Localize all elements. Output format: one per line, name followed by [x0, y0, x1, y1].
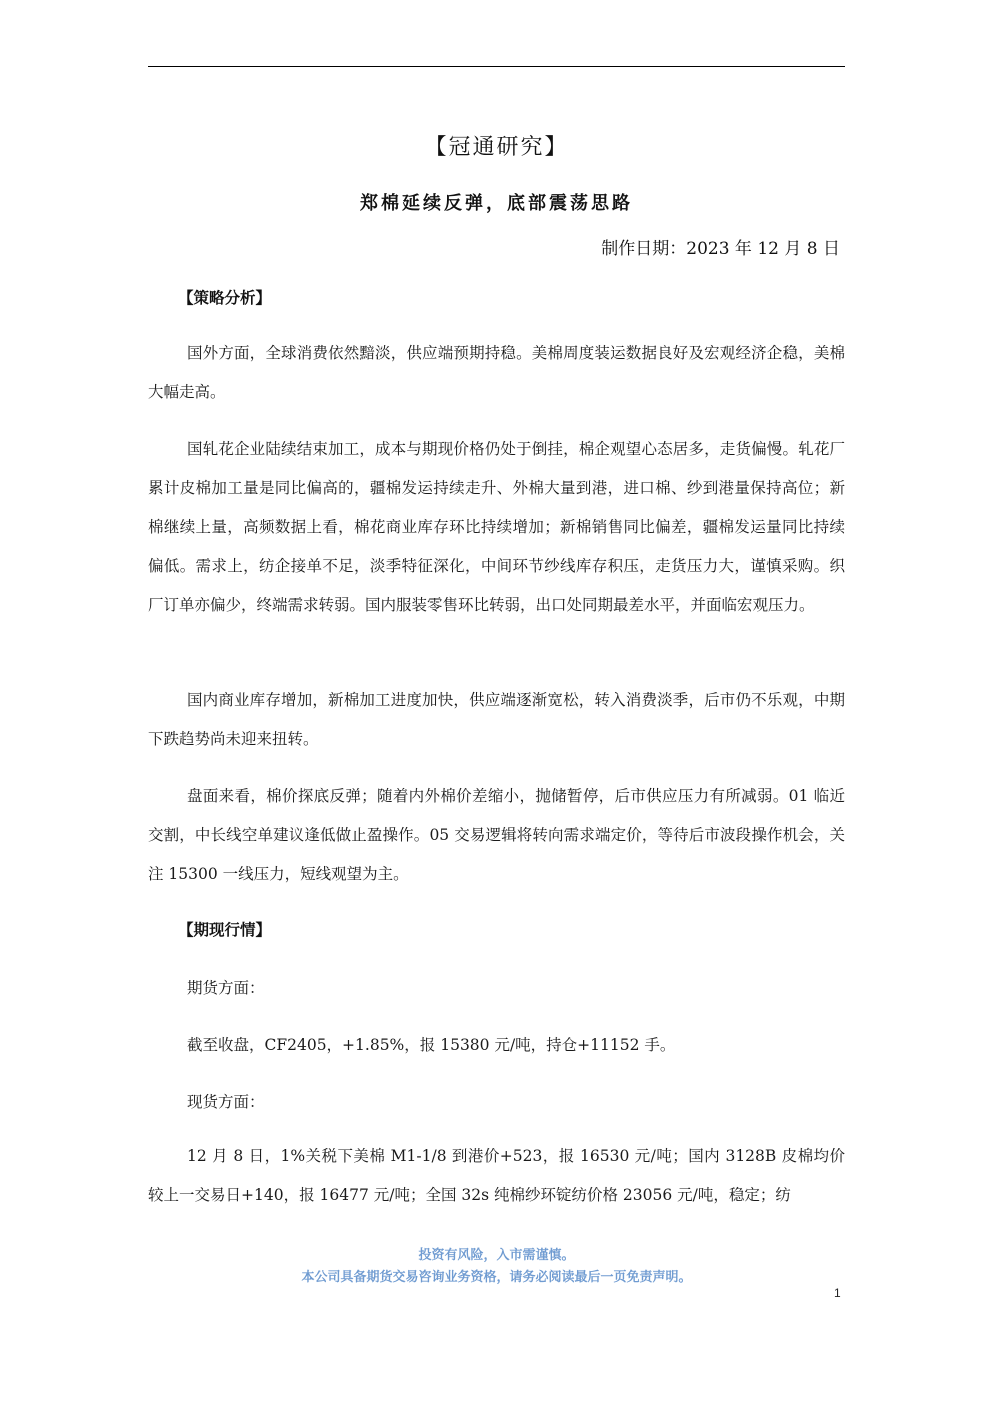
strategy-paragraph-technical: 盘面来看，棉价探底反弹；随着内外棉价差缩小，抛储暂停，后市供应压力有所减弱。01 临近交割，中长线空单建议逢低做止盈操作。05 交易逻辑将转向需求端定价，等待后市波段操作机会，关注 15300 一线压力，短线观望为主。: [148, 787, 845, 883]
spot-label: 现货方面：: [187, 1093, 265, 1111]
disclaimer-note: 本公司具备期货交易咨询业务资格，请务必阅读最后一页免责声明。: [301, 1270, 692, 1285]
strategy-paragraph-overseas: 国外方面，全球消费依然黯淡，供应端预期持稳。美棉周度装运数据良好及宏观经济企稳，美棉大幅走高。: [148, 344, 845, 401]
report-title: 郑棉延续反弹，底部震荡思路: [360, 193, 633, 214]
page-number: 1: [834, 1286, 841, 1300]
spot-quote: 12 月 8 日，1%关税下美棉 M1-1/8 到港价+523，报 16530 元/吨；国内 3128B 皮棉均价较上一交易日+140，报 16477 元/吨；全国 32s 纯棉纱环锭纺价格 23056 元/吨，稳定；纺: [148, 1147, 845, 1204]
report-date: 制作日期：2023 年 12 月 8 日: [601, 239, 840, 259]
risk-warning: 投资有风险，入市需谨慎。: [418, 1248, 575, 1263]
futures-label: 期货方面：: [187, 979, 265, 997]
header-rule: [148, 66, 845, 67]
market-heading: 【期现行情】: [178, 920, 272, 939]
report-brand: 【冠通研究】: [424, 135, 569, 160]
strategy-heading: 【策略分析】: [178, 288, 272, 307]
futures-quote: 截至收盘，CF2405，+1.85%，报 15380 元/吨，持仓+11152 手。: [187, 1036, 676, 1054]
strategy-paragraph-domestic: 国内商业库存增加，新棉加工进度加快，供应端逐渐宽松，转入消费淡季，后市仍不乐观，中期下跌趋势尚未迎来扭转。: [148, 691, 845, 748]
strategy-paragraph-supply-demand: 国轧花企业陆续结束加工，成本与期现价格仍处于倒挂，棉企观望心态居多，走货偏慢。轧花厂累计皮棉加工量是同比偏高的，疆棉发运持续走升、外棉大量到港，进口棉、纱到港量保持高位；新棉继续上量，高频数据上看，棉花商业库存环比持续增加；新棉销售同比偏差，疆棉发运量同比持续偏低。需求上，纺企接单不足，淡季特征深化，中间环节纱线库存积压，走货压力大，谨慎采购。织厂订单亦偏少，终端需求转弱。国内服装零售环比转弱，出口处同期最差水平，并面临宏观压力。: [148, 440, 845, 614]
